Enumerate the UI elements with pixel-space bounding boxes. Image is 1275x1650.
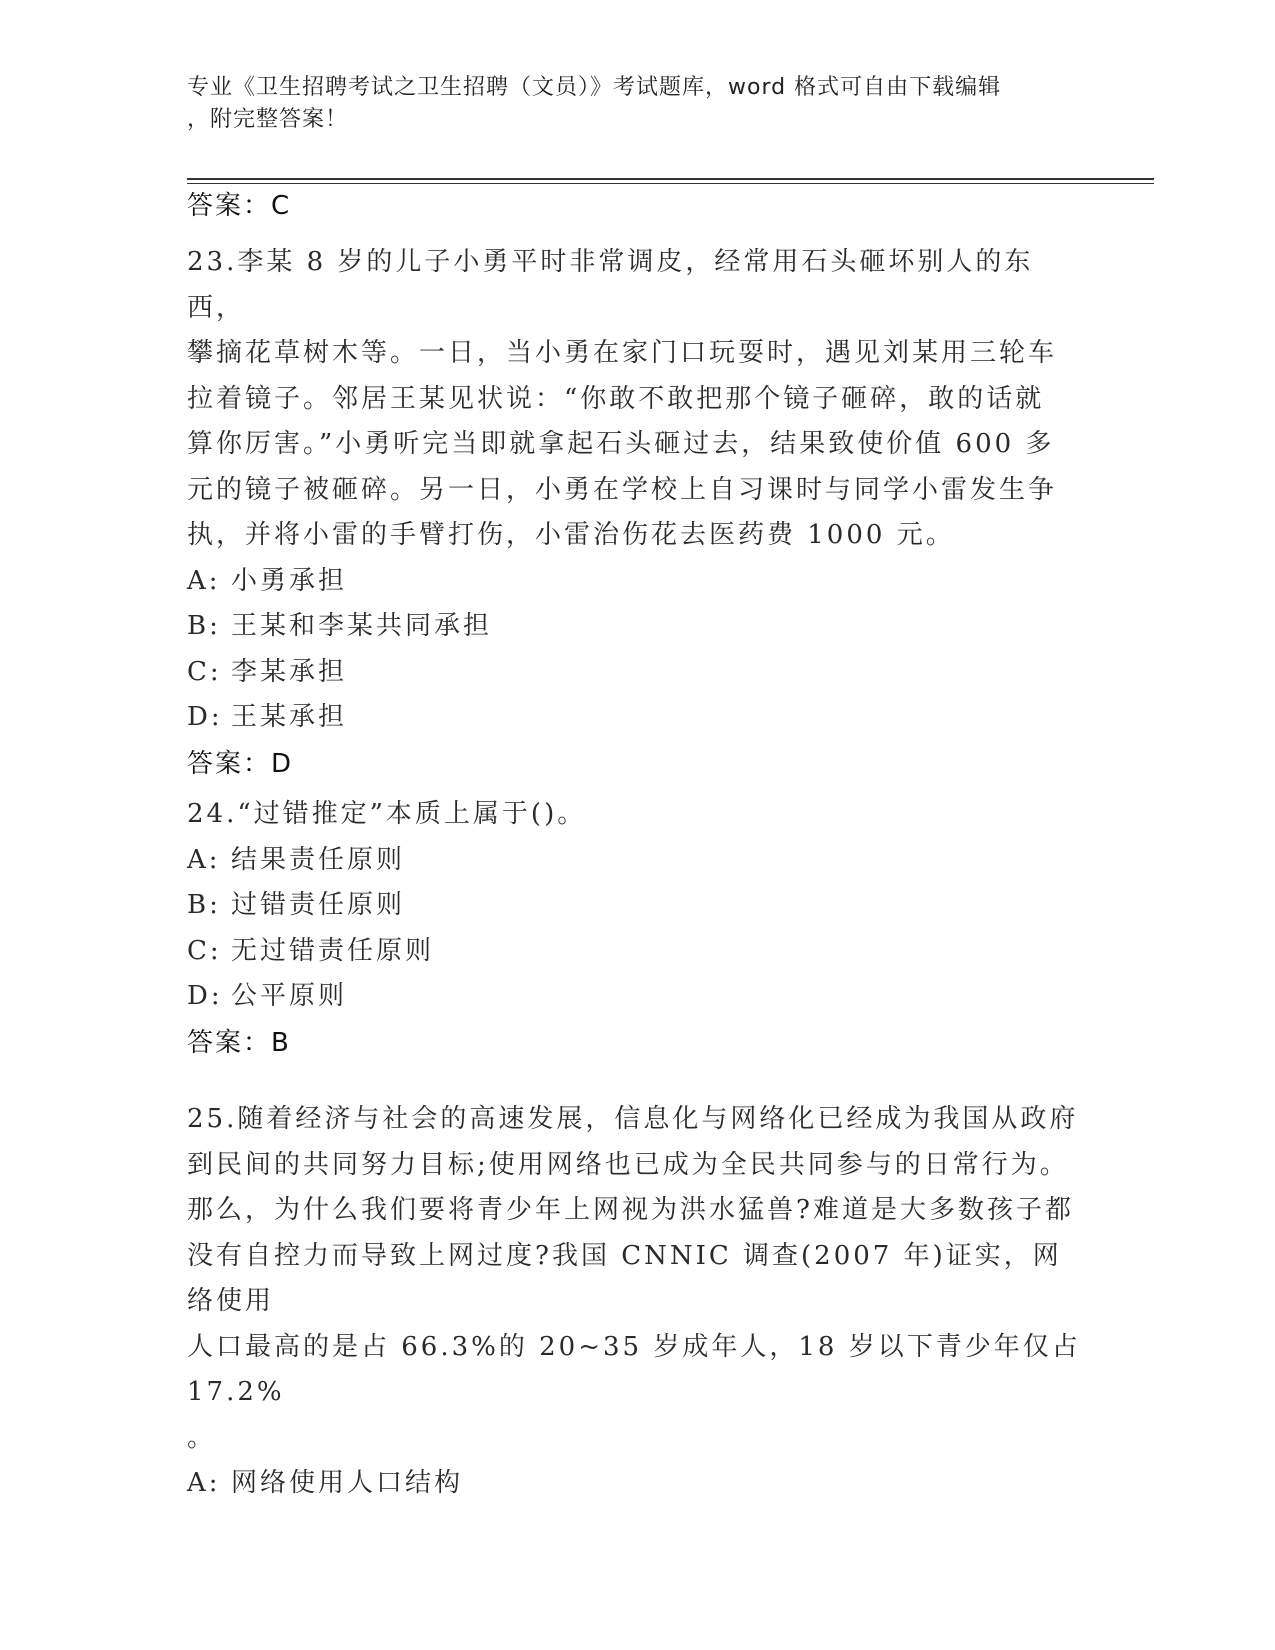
stem-line: 25.随着经济与社会的高速发展，信息化与网络化已经成为我国从政府 bbox=[187, 1104, 1079, 1134]
stem-line: 执，并将小雷的手臂打伤，小雷治伤花去医药费 1000 元。 bbox=[187, 520, 955, 550]
option-text: 王某承担 bbox=[231, 702, 348, 732]
option-key: D: bbox=[187, 702, 223, 732]
option-key: C: bbox=[187, 935, 222, 966]
stem-line: 那么，为什么我们要将青少年上网视为洪水猛兽?难道是大多数孩子都 bbox=[187, 1195, 1074, 1225]
option-c bbox=[187, 650, 1087, 696]
question-stem bbox=[187, 792, 1087, 838]
answer-prev: 答案：C bbox=[187, 191, 292, 221]
stem-line: 攀摘花草树木等。一日，当小勇在家门口玩耍时，遇见刘某用三轮车 bbox=[187, 338, 1058, 368]
stem-line: 。 bbox=[187, 1422, 217, 1453]
stem-line: 24.“过错推定”本质上属于()。 bbox=[187, 799, 587, 829]
question-stem bbox=[187, 1097, 1087, 1461]
option-text: 过错责任原则 bbox=[231, 890, 406, 920]
stem-line: 到民间的共同努力目标;使用网络也已成为全民共同参与的日常行为。 bbox=[187, 1149, 1069, 1180]
stem-line: 没有自控力而导致上网过度?我国 CNNIC 调查(2007 年)证实，网络使用 bbox=[187, 1240, 1062, 1316]
question-24 bbox=[187, 792, 1087, 1066]
question-23 bbox=[187, 240, 1087, 787]
option-text: 结果责任原则 bbox=[231, 844, 406, 875]
option-a bbox=[187, 559, 1087, 605]
option-text: 李某承担 bbox=[231, 656, 348, 687]
header-line-2: ，附完整答案！ bbox=[187, 107, 349, 132]
option-key: A: bbox=[187, 1468, 221, 1498]
option-key: B: bbox=[187, 890, 221, 920]
page-header bbox=[187, 72, 1067, 136]
option-key: A: bbox=[187, 565, 221, 596]
option-a bbox=[187, 1461, 1087, 1507]
option-key: A: bbox=[187, 844, 221, 875]
option-key: B: bbox=[187, 611, 221, 641]
stem-line: 算你厉害。”小勇听完当即就拿起石头砸过去，结果致使价值 600 多 bbox=[187, 429, 1055, 459]
stem-line: 拉着镜子。邻居王某见状说：“你敢不敢把那个镜子砸碎，敢的话就 bbox=[187, 383, 1045, 414]
stem-line: 23.李某 8 岁的儿子小勇平时非常调皮，经常用石头砸坏别人的东西， bbox=[187, 247, 1034, 323]
answer: 答案：B bbox=[187, 1027, 291, 1058]
option-b bbox=[187, 604, 1087, 650]
option-b bbox=[187, 883, 1087, 929]
option-d bbox=[187, 974, 1087, 1020]
header-line-1: 专业《卫生招聘考试之卫生招聘（文员）》考试题库，word 格式可自由下载编辑 bbox=[187, 75, 1002, 100]
option-text: 小勇承担 bbox=[231, 565, 348, 596]
question-stem bbox=[187, 240, 1087, 559]
answer: 答案：D bbox=[187, 748, 294, 779]
option-d bbox=[187, 695, 1087, 741]
option-key: D: bbox=[187, 981, 223, 1011]
option-text: 网络使用人口结构 bbox=[231, 1468, 464, 1498]
option-text: 无过错责任原则 bbox=[231, 935, 435, 966]
stem-line: 元的镜子被砸碎。另一日，小勇在学校上自习课时与同学小雷发生争 bbox=[187, 474, 1058, 505]
option-a bbox=[187, 838, 1087, 884]
option-text: 公平原则 bbox=[231, 981, 348, 1011]
option-text: 王某和李某共同承担 bbox=[231, 611, 493, 641]
option-key: C: bbox=[187, 656, 222, 687]
option-c bbox=[187, 929, 1087, 975]
question-25 bbox=[187, 1097, 1087, 1507]
stem-line: 人口最高的是占 66.3%的 20~35 岁成年人，18 岁以下青少年仅占 17.2% bbox=[187, 1331, 1081, 1407]
